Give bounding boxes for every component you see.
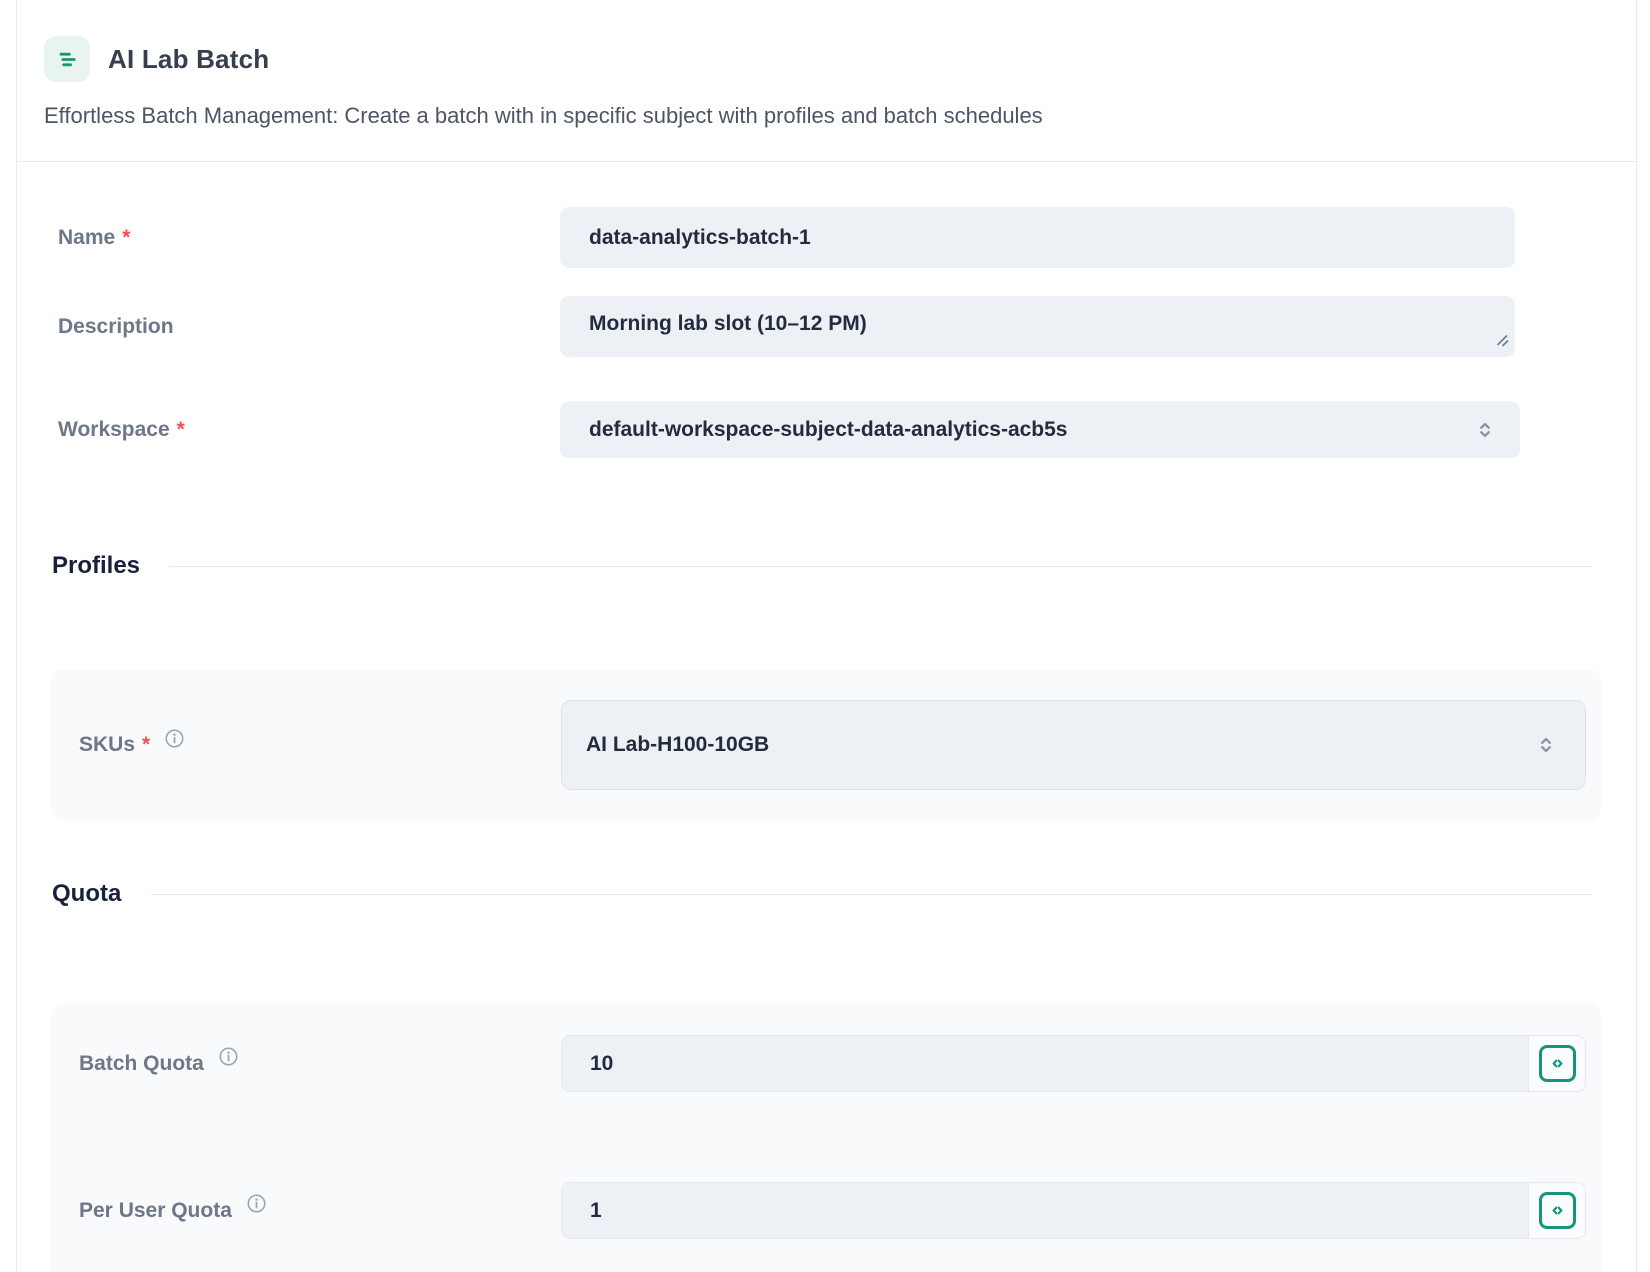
chevron-up-down-icon bbox=[1533, 732, 1559, 758]
quota-heading-text: Quota bbox=[52, 880, 122, 907]
page-header bbox=[17, 0, 1636, 162]
info-icon[interactable] bbox=[163, 727, 186, 750]
workspace-row bbox=[17, 401, 1636, 458]
description-row bbox=[17, 296, 1636, 357]
chevron-up-down-icon bbox=[1472, 417, 1498, 443]
skus-select[interactable] bbox=[561, 700, 1586, 790]
profiles-heading-text: Profiles bbox=[52, 552, 141, 579]
required-asterisk: * bbox=[122, 225, 131, 249]
per-user-quota-input[interactable] bbox=[562, 1183, 1529, 1238]
page-title: AI Lab Batch bbox=[108, 43, 270, 74]
batch-form bbox=[17, 162, 1636, 1272]
quota-section-heading bbox=[17, 880, 1636, 908]
per-user-quota-label: Per User Quota bbox=[79, 1198, 232, 1222]
batch-quota-input[interactable] bbox=[562, 1036, 1529, 1091]
workspace-label: Workspace bbox=[58, 417, 170, 441]
info-icon[interactable] bbox=[245, 1192, 268, 1215]
skus-selected-value: AI Lab-H100-10GB bbox=[586, 733, 770, 756]
required-asterisk: * bbox=[176, 417, 185, 441]
name-row bbox=[17, 207, 1636, 268]
skus-label: SKUs bbox=[79, 733, 136, 756]
page-subtitle: Effortless Batch Management: Create a batch with in specific subject with profiles and batch schedules bbox=[44, 103, 1043, 128]
heading-divider bbox=[151, 894, 1592, 895]
batch-quota-input-group bbox=[561, 1035, 1586, 1092]
code-icon bbox=[1547, 1200, 1568, 1221]
per-user-quota-input-group bbox=[561, 1182, 1586, 1239]
per-user-quota-addon bbox=[1529, 1183, 1585, 1238]
info-icon[interactable] bbox=[217, 1045, 240, 1068]
per-user-quota-row bbox=[51, 1182, 1586, 1239]
skus-row bbox=[51, 700, 1586, 790]
workspace-selected-value: default-workspace-subject-data-analytics-acb5s bbox=[589, 417, 1068, 441]
batch-list-icon bbox=[44, 36, 90, 82]
batch-quota-row bbox=[51, 1035, 1586, 1092]
name-input[interactable] bbox=[560, 207, 1515, 268]
batch-quota-addon bbox=[1529, 1036, 1585, 1091]
required-asterisk: * bbox=[142, 733, 151, 756]
code-expression-button[interactable] bbox=[1539, 1192, 1576, 1229]
name-label: Name bbox=[58, 225, 116, 249]
description-textarea[interactable] bbox=[560, 296, 1515, 357]
code-expression-button[interactable] bbox=[1539, 1045, 1576, 1082]
quota-card bbox=[51, 1004, 1601, 1272]
workspace-select[interactable] bbox=[560, 401, 1520, 458]
batch-form-panel bbox=[16, 0, 1637, 1272]
profiles-card bbox=[51, 670, 1601, 820]
description-label: Description bbox=[58, 314, 174, 338]
heading-divider bbox=[170, 566, 1592, 567]
batch-quota-label: Batch Quota bbox=[79, 1051, 204, 1075]
profiles-section-heading bbox=[17, 552, 1636, 580]
code-icon bbox=[1547, 1053, 1568, 1074]
